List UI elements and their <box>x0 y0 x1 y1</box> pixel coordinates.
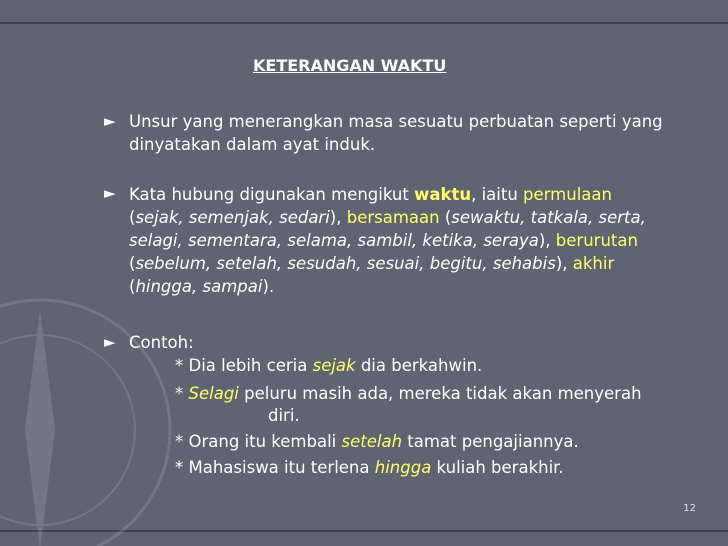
text-run: ). <box>262 277 275 296</box>
example-2 <box>175 383 642 427</box>
text-run: * Orang itu kembali <box>175 432 342 451</box>
text-run: ), <box>555 254 573 273</box>
keyword-bersamaan: bersamaan <box>346 208 440 227</box>
bullet-icon: ► <box>104 112 116 130</box>
text-run: ( <box>439 208 452 227</box>
text-run: diri. <box>268 406 300 425</box>
text-run: Kata hubung digunakan mengikut <box>129 185 415 204</box>
example-3 <box>175 431 579 453</box>
example-keyword: setelah <box>341 432 403 451</box>
text-run: tamat pengajiannya. <box>402 432 579 451</box>
text-run: peluru masih ada, mereka tidak akan menyerah <box>238 384 642 403</box>
top-rule <box>0 22 728 24</box>
text-run: ), <box>329 208 347 227</box>
bullet-icon: ► <box>104 333 116 351</box>
bullet-3-label: Contoh: <box>129 333 194 352</box>
text-run: * <box>175 384 189 403</box>
example-4 <box>175 457 564 479</box>
page-number: 12 <box>683 503 696 514</box>
compass-watermark-icon <box>0 280 190 546</box>
text-run: ), <box>538 231 556 250</box>
example-1 <box>175 355 482 377</box>
text-run: ( <box>129 277 136 296</box>
text-run: ( <box>129 208 136 227</box>
keyword-permulaan: permulaan <box>523 185 612 204</box>
example-keyword: sejak <box>312 356 356 375</box>
text-run: dia berkahwin. <box>355 356 483 375</box>
text-run: kuliah berakhir. <box>431 458 564 477</box>
text-run: * Dia lebih ceria <box>175 356 313 375</box>
slide-title: KETERANGAN WAKTU <box>253 56 447 75</box>
text-run: , iaitu <box>471 185 524 204</box>
bullet-icon: ► <box>104 184 116 202</box>
keyword-akhir: akhir <box>572 254 615 273</box>
example-keyword: hingga <box>374 458 432 477</box>
keyword-waktu: waktu <box>414 185 472 204</box>
example-keyword: Selagi <box>188 384 239 403</box>
text-run: ( <box>129 254 136 273</box>
bullet-1-text: Unsur yang menerangkan masa sesuatu perbuatan seperti yang dinyatakan dalam ayat induk. <box>129 112 663 154</box>
examples-berurutan: sebelum, setelah, sesudah, sesuai, begitu, sehabis <box>135 254 556 273</box>
examples-permulaan: sejak, semenjak, sedari <box>135 208 330 227</box>
bullet-2-text <box>129 183 699 298</box>
examples-akhir: hingga, sampai <box>135 277 263 296</box>
examples-bersamaan: sewaktu, tatkala, serta, selagi, sementara, selama, sambil, ketika, seraya <box>129 208 646 250</box>
keyword-berurutan: berurutan <box>555 231 638 250</box>
text-run: * Mahasiswa itu terlena <box>175 458 375 477</box>
